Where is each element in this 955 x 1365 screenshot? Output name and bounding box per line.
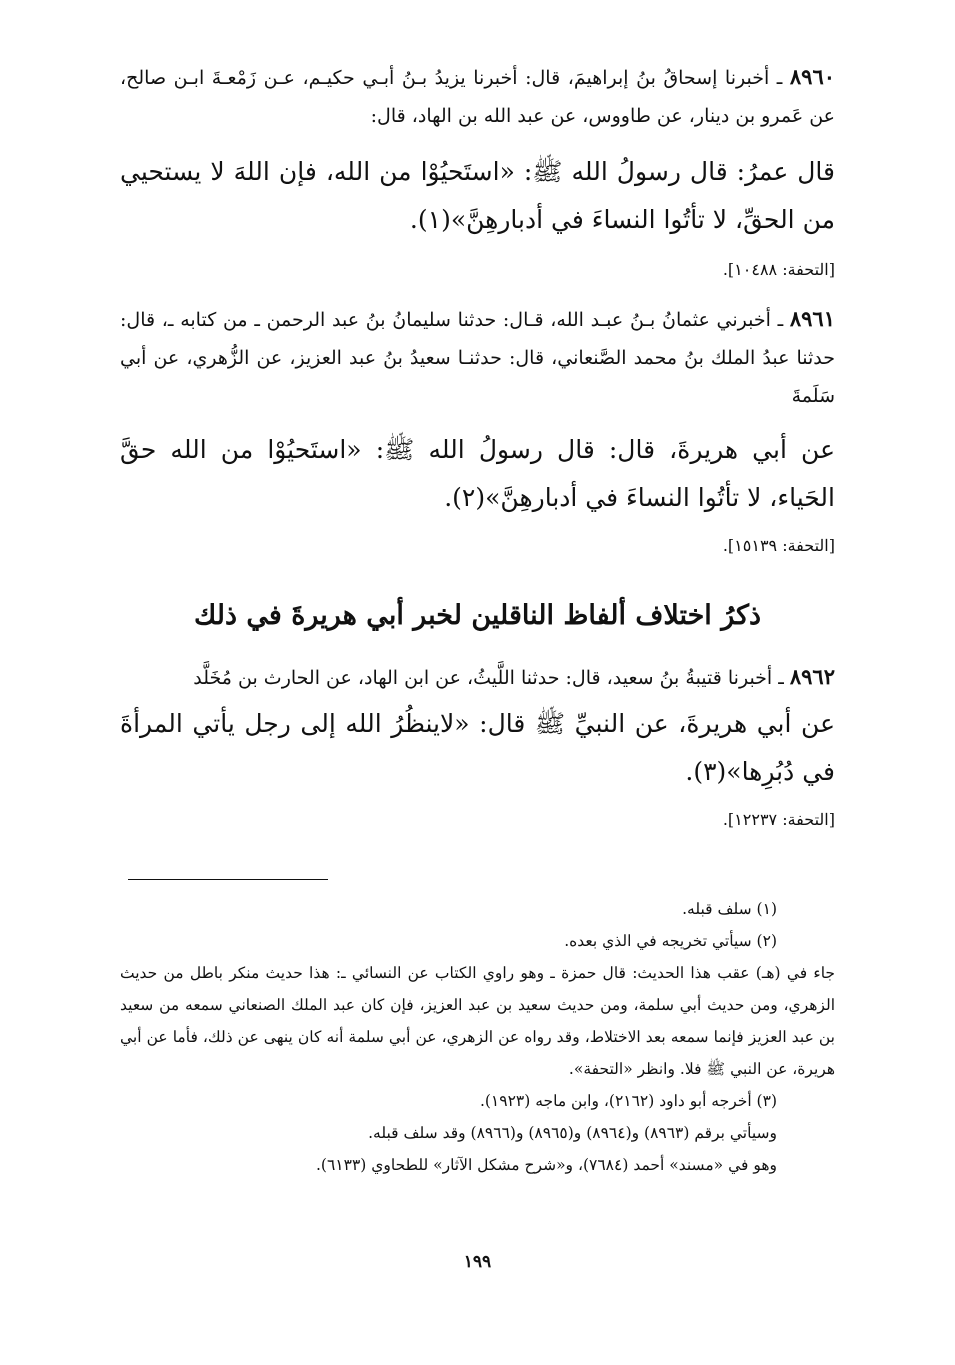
footnote-3-sources: وهو في «مسند» أحمد (٧٦٨٤)، و«شرح مشكل الآثار» للطحاوي (٦١٣٣). — [315, 1156, 777, 1174]
footnote-1: (١) سلف قبله. — [682, 900, 777, 918]
footnotes — [120, 893, 835, 1181]
hadith-8960-tuhfa: [التحفة: ١٠٤٨٨]. — [722, 260, 835, 279]
footnote-2-note: جاء في (هـ) عقب هذا الحديث: قال حمزة ـ وهو راوي الكتاب عن النسائي ـ: هذا حديث منكر باطل من حديث الزهري، ومن حديث أبي سلمة، ومن حديث سعيد بن عبد العزيز، فإن كان عبد الملك الصنعاني سمعه من سعيد بن عبد العزيز فإنما سمعه بعد الاختلاط، وقد رواه عن الزهري، عن أبي سلمة أنه كان ينهى عن ذلك، فأما عن أبي هريرة، عن النبي ﷺ فلا. وانظر «التحفة». — [120, 964, 835, 1078]
hadith-number: ٨٩٦٠ — [789, 64, 836, 89]
footnote-3: (٣) أخرجه أبو داود (٢١٦٢)، وابن ماجه (١٩٢٣). — [479, 1092, 777, 1110]
hadith-8961-tuhfa: [التحفة: ١٥١٣٩]. — [722, 536, 835, 555]
hadith-number: ٨٩٦٢ — [789, 664, 835, 689]
hadith-8960-isnad — [120, 58, 835, 135]
hadith-8961-isnad — [120, 300, 835, 415]
hadith-8962-tuhfa: [التحفة: ١٢٢٣٧]. — [722, 810, 835, 829]
hadith-8962-isnad — [120, 658, 835, 697]
hadith-number: ٨٩٦١ — [789, 306, 835, 331]
page-number: ١٩٩ — [463, 1252, 492, 1272]
isnad-text: ـ أخبرنا قتيبةُ بنُ سعيد، قال: حدثنا اللَّيثُ، عن ابن الهاد، عن الحارث بن مُخَلَّد — [193, 667, 784, 689]
footnote-3-see-also: وسيأتي برقم (٨٩٦٣) و(٨٩٦٤) و(٨٩٦٥) و(٨٩٦٦) وقد سلف قبله. — [368, 1124, 777, 1142]
footnote-separator — [128, 879, 328, 880]
hadith-8960-matn: قال عمرُ: قال رسولُ الله ﷺ: «استَحيُوْا من الله، فإن اللهَ لا يستحيي من الحقِّ، لا تأتُوا النساءَ في أدبارهِنَّ»(١). — [120, 157, 835, 234]
isnad-text: ـ أخبرني عثمانُ بـنُ عبـد الله، قـال: حدثنا سليمانُ بنُ عبد الرحمن ـ من كتابه ـ، قال: حدثنا عبدُ الملك بنُ محمد الصَّنعاني، قال: حدثنـا سعيدُ بنُ عبد العزيز، عن الزُّهري، عن أبي سَلَمةَ — [120, 309, 835, 407]
footnote-2: (٢) سيأتي تخريجه في الذي بعده. — [564, 932, 777, 950]
section-heading: ذكرُ اختلاف ألفاظ الناقلين لخبر أبي هريرةَ في ذلك — [194, 600, 761, 631]
hadith-8962-matn: عن أبي هريرةَ، عن النبيِّ ﷺ قال: «لاينظُرُ الله إلى رجل يأتي المرأةَ في دُبُرِها»(٣). — [120, 709, 835, 786]
isnad-text: ـ أخبرنا إسحاقُ بنُ إبراهيمَ، قال: أخبرنا يزيدُ بـنُ أبـي حكيـم، عـن زَمْعـةَ ابـن صالح، عن عَمرو بن دينار، عن طاووس، عن عبد الله بن الهاد، قال: — [120, 67, 835, 127]
hadith-8961-matn: عن أبي هريرةَ، قال: قال رسولُ الله ﷺ: «استَحيُوْا من الله حقَّ الحَياء، لا تأتُوا النساءَ في أدبارهِنَّ»(٢). — [120, 435, 835, 512]
